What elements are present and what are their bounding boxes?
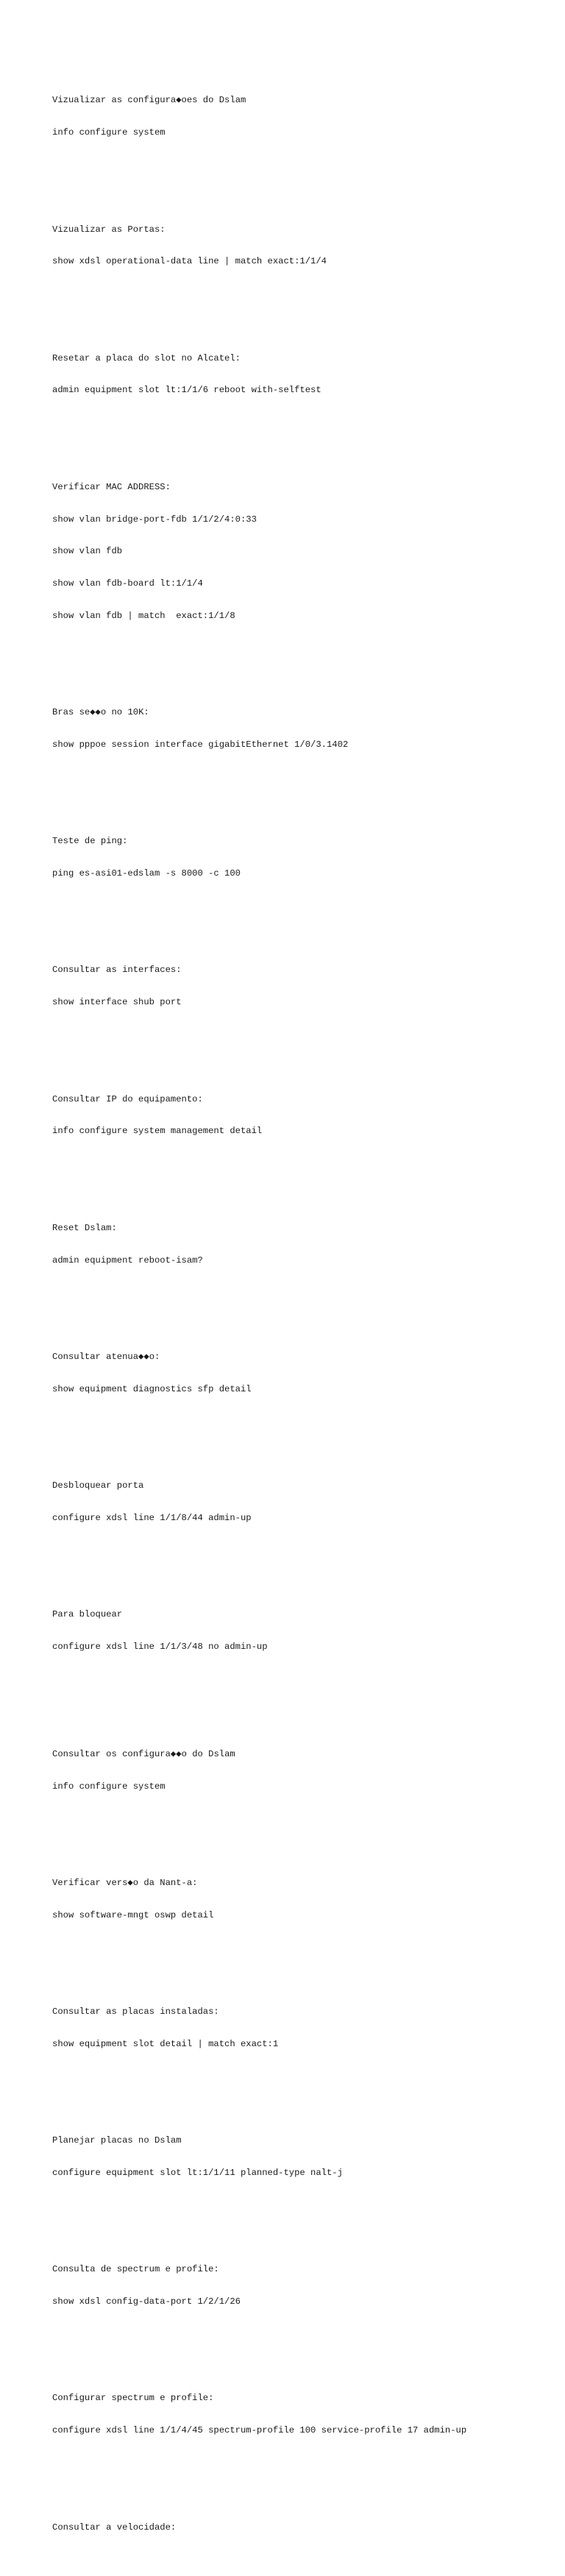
command-line: show vlan fdb-board lt:1/1/4: [52, 578, 203, 589]
command-line: show equipment slot detail | match exact:1: [52, 2038, 279, 2049]
note-block: [52, 74, 560, 160]
note-block: [52, 1588, 560, 1674]
note-block: [52, 1202, 560, 1288]
note-block: [52, 1856, 560, 1942]
note-title: Configurar spectrum e profile:: [52, 2393, 214, 2404]
note-block: [52, 1728, 560, 1814]
note-block: [52, 202, 560, 288]
note-block: [52, 2500, 560, 2554]
command-line: show equipment diagnostics sfp detail: [52, 1383, 252, 1394]
command-line: admin equipment slot lt:1/1/6 reboot with-selftest: [52, 385, 321, 396]
note-block: [52, 686, 560, 772]
note-title: Teste de ping:: [52, 836, 128, 847]
note-block: [52, 2371, 560, 2458]
note-title: Resetar a placa do slot no Alcatel:: [52, 352, 241, 363]
command-line: show interface shub port: [52, 997, 182, 1008]
note-block: [52, 331, 560, 417]
command-line: show pppoe session interface gigabitEthernet 1/0/3.1402: [52, 739, 349, 750]
document-page: [52, 52, 560, 2576]
command-line: configure xdsl line 1/1/3/48 no admin-up: [52, 1641, 268, 1652]
note-title: Para bloquear: [52, 1609, 123, 1620]
note-block: [52, 2243, 560, 2329]
command-line: info configure system management detail: [52, 1126, 263, 1137]
note-title: Bras se◆◆o no 10K:: [52, 707, 149, 718]
command-line: show vlan fdb: [52, 546, 123, 557]
note-title: Desbloquear porta: [52, 1480, 144, 1491]
command-line: show software-mngt oswp detail: [52, 1909, 214, 1920]
note-block: [52, 815, 560, 901]
note-title: Vizualizar as configura◆oes do Dslam: [52, 95, 246, 106]
command-line: configure xdsl line 1/1/4/45 spectrum-profile 100 service-profile 17 admin-up: [52, 2425, 467, 2436]
command-line: show xdsl operational-data line | match exact:1/1/4: [52, 256, 327, 267]
command-line: ping es-asi01-edslam -s 8000 -c 100: [52, 868, 241, 879]
note-block: [52, 2114, 560, 2200]
note-title: Reset Dslam:: [52, 1222, 117, 1233]
note-title: Consultar atenua◆◆o:: [52, 1351, 160, 1362]
note-block: [52, 461, 560, 643]
note-block: [52, 943, 560, 1029]
note-block: [52, 1985, 560, 2071]
command-line: info configure system: [52, 1781, 166, 1792]
note-title: Consultar as interfaces:: [52, 965, 182, 976]
note-title: Consulta de spectrum e profile:: [52, 2264, 219, 2275]
command-line: show xdsl config-data-port 1/2/1/26: [52, 2296, 241, 2307]
note-block: [52, 1330, 560, 1416]
note-title: Consultar IP do equipamento:: [52, 1093, 203, 1104]
note-title: Verificar vers◆o da Nant-a:: [52, 1877, 198, 1888]
command-line: configure equipment slot lt:1/1/11 planned-type nalt-j: [52, 2167, 343, 2178]
note-title: Consultar os configura◆◆o do Dslam: [52, 1748, 235, 1759]
note-title: Verificar MAC ADDRESS:: [52, 481, 171, 492]
note-title: Consultar as placas instaladas:: [52, 2006, 219, 2018]
note-title: Consultar a velocidade:: [52, 2522, 177, 2533]
note-block: [52, 1459, 560, 1545]
command-line: configure xdsl line 1/1/8/44 admin-up: [52, 1512, 252, 1523]
command-line: info configure system: [52, 127, 166, 138]
command-line: show vlan fdb | match exact:1/1/8: [52, 610, 235, 621]
note-title: Vizualizar as Portas:: [52, 224, 166, 235]
note-title: Planejar placas no Dslam: [52, 2135, 182, 2146]
command-line: show vlan bridge-port-fdb 1/1/2/4:0:33: [52, 514, 257, 525]
note-block: [52, 1072, 560, 1158]
command-line: admin equipment reboot-isam?: [52, 1255, 203, 1266]
